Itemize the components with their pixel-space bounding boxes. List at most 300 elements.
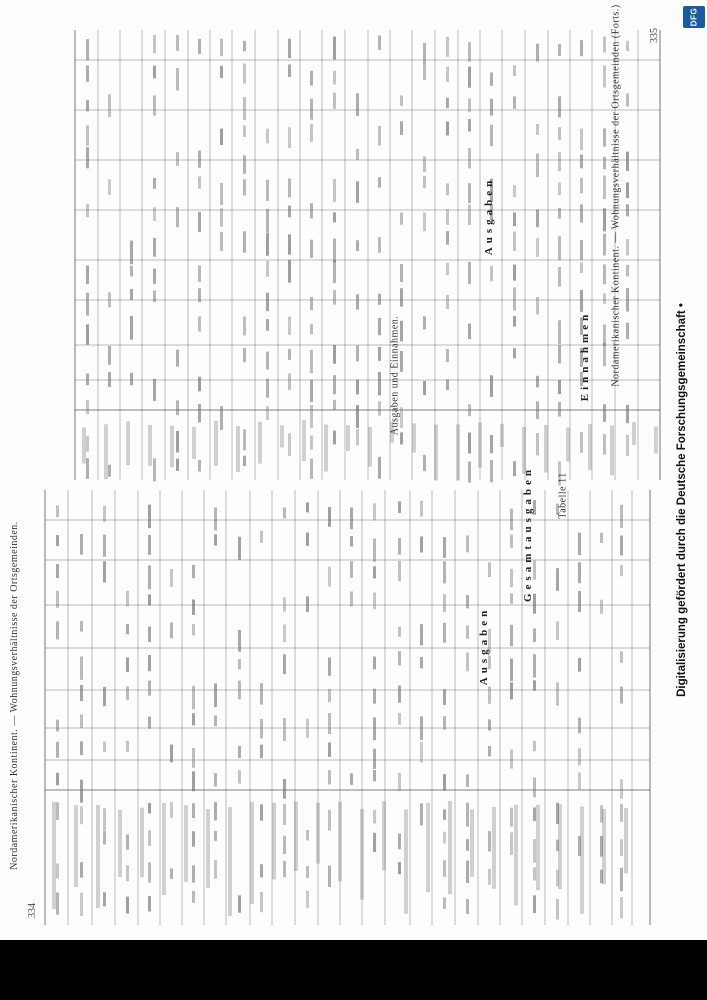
illegible-glyph-mark (306, 719, 309, 738)
illegible-glyph-mark (434, 424, 438, 480)
illegible-glyph-mark (288, 234, 291, 254)
illegible-glyph-mark (536, 805, 540, 890)
illegible-glyph-mark (258, 422, 262, 464)
illegible-glyph-mark (443, 623, 446, 643)
illegible-glyph-mark (220, 39, 223, 56)
illegible-glyph-mark (356, 429, 359, 446)
illegible-glyph-mark (126, 421, 130, 465)
illegible-glyph-mark (310, 459, 313, 479)
illegible-glyph-mark (378, 177, 381, 187)
illegible-glyph-mark (86, 324, 89, 344)
illegible-glyph-mark (558, 402, 561, 417)
illegible-glyph-mark (243, 155, 246, 173)
illegible-glyph-mark (423, 156, 426, 172)
illegible-glyph-mark (513, 232, 516, 251)
illegible-glyph-mark (170, 569, 173, 587)
illegible-glyph-mark (220, 208, 223, 226)
illegible-glyph-mark (153, 66, 156, 79)
illegible-glyph-mark (443, 774, 446, 791)
illegible-glyph-mark (328, 866, 331, 887)
illegible-glyph-mark (56, 802, 59, 820)
illegible-glyph-mark (400, 288, 403, 306)
illegible-glyph-mark (148, 627, 151, 642)
illegible-glyph-mark (176, 68, 179, 90)
illegible-glyph-mark (398, 834, 401, 850)
illegible-glyph-mark (533, 895, 536, 913)
illegible-glyph-mark (148, 535, 151, 555)
illegible-glyph-mark (513, 65, 516, 76)
illegible-glyph-mark (283, 779, 286, 799)
illegible-glyph-mark (556, 568, 559, 591)
illegible-glyph-mark (470, 809, 474, 876)
illegible-glyph-mark (466, 839, 469, 851)
illegible-glyph-mark (490, 99, 493, 116)
illegible-glyph-mark (533, 741, 536, 751)
illegible-glyph-mark (626, 182, 629, 198)
illegible-glyph-mark (214, 860, 217, 879)
illegible-glyph-mark (356, 93, 359, 116)
illegible-glyph-mark (333, 375, 336, 394)
illegible-glyph-mark (310, 99, 313, 120)
illegible-glyph-mark (468, 204, 471, 225)
illegible-glyph-mark (148, 655, 151, 671)
illegible-glyph-mark (56, 535, 59, 546)
illegible-glyph-mark (153, 269, 156, 284)
illegible-glyph-mark (220, 129, 223, 145)
illegible-glyph-mark (148, 505, 151, 529)
illegible-glyph-mark (423, 455, 426, 471)
illegible-glyph-mark (338, 802, 342, 882)
illegible-glyph-mark (446, 37, 449, 57)
illegible-glyph-mark (510, 749, 513, 768)
illegible-glyph-mark (126, 865, 129, 881)
illegible-glyph-mark (378, 237, 381, 252)
illegible-glyph-mark (192, 624, 195, 635)
illegible-glyph-mark (86, 125, 89, 145)
illegible-glyph-mark (192, 771, 195, 791)
illegible-glyph-mark (580, 240, 583, 260)
illegible-glyph-mark (306, 830, 309, 840)
illegible-glyph-mark (170, 869, 173, 879)
illegible-glyph-mark (288, 433, 291, 456)
illegible-glyph-mark (626, 41, 629, 51)
illegible-glyph-mark (423, 316, 426, 329)
illegible-glyph-mark (238, 630, 241, 652)
illegible-glyph-mark (333, 260, 336, 283)
illegible-glyph-mark (603, 208, 606, 231)
illegible-glyph-mark (468, 262, 471, 284)
illegible-glyph-mark (86, 147, 89, 168)
illegible-glyph-mark (578, 772, 581, 789)
illegible-glyph-mark (356, 240, 359, 251)
illegible-glyph-mark (86, 458, 89, 479)
illegible-glyph-mark (510, 808, 513, 827)
illegible-glyph-mark (126, 591, 129, 607)
illegible-glyph-mark (373, 538, 376, 561)
illegible-glyph-mark (306, 596, 309, 612)
illegible-glyph-mark (52, 802, 56, 909)
illegible-glyph-mark (103, 831, 106, 845)
illegible-glyph-mark (80, 780, 83, 803)
illegible-glyph-mark (603, 434, 606, 454)
illegible-glyph-mark (603, 157, 606, 170)
illegible-glyph-mark (536, 238, 539, 257)
illegible-glyph-mark (153, 207, 156, 221)
illegible-glyph-mark (118, 810, 122, 877)
illegible-glyph-mark (378, 372, 381, 395)
illegible-glyph-mark (266, 261, 269, 277)
illegible-glyph-mark (266, 406, 269, 420)
right-running-header: Nordamerikanischer Kontinent. — Wohnungsverhältnisse der Ortsgemeinden (Forts.) (610, 4, 622, 387)
illegible-glyph-mark (356, 181, 359, 203)
illegible-glyph-mark (214, 802, 217, 820)
illegible-glyph-mark (243, 456, 246, 466)
illegible-glyph-mark (382, 801, 386, 870)
illegible-glyph-mark (80, 806, 83, 824)
illegible-glyph-mark (238, 895, 241, 912)
illegible-glyph-mark (578, 658, 581, 672)
illegible-glyph-mark (192, 803, 195, 818)
illegible-glyph-mark (198, 288, 201, 302)
illegible-glyph-mark (192, 427, 196, 459)
illegible-glyph-mark (266, 293, 269, 311)
illegible-glyph-mark (310, 350, 313, 373)
illegible-glyph-mark (356, 345, 359, 361)
illegible-glyph-mark (600, 533, 603, 543)
illegible-glyph-mark (283, 597, 286, 611)
illegible-glyph-mark (198, 151, 201, 168)
illegible-glyph-mark (533, 807, 536, 821)
illegible-glyph-mark (490, 375, 493, 397)
illegible-glyph-mark (103, 687, 106, 706)
illegible-glyph-mark (86, 436, 89, 452)
illegible-glyph-mark (288, 349, 291, 360)
illegible-glyph-mark (600, 600, 603, 614)
illegible-glyph-mark (446, 67, 449, 82)
illegible-glyph-mark (184, 805, 188, 882)
illegible-glyph-mark (398, 501, 401, 513)
illegible-glyph-mark (620, 868, 623, 892)
illegible-glyph-mark (398, 561, 401, 581)
illegible-glyph-mark (350, 508, 353, 530)
illegible-glyph-mark (108, 292, 111, 307)
illegible-glyph-mark (162, 803, 166, 895)
illegible-glyph-mark (603, 234, 606, 256)
illegible-glyph-mark (350, 561, 353, 578)
illegible-glyph-mark (294, 801, 298, 871)
illegible-glyph-mark (56, 773, 59, 785)
illegible-glyph-mark (632, 422, 636, 445)
illegible-glyph-mark (153, 290, 156, 302)
left-page-number: 334 (27, 903, 38, 918)
illegible-glyph-mark (603, 404, 606, 422)
illegible-glyph-mark (466, 595, 469, 608)
illegible-glyph-mark (373, 657, 376, 670)
illegible-glyph-mark (513, 348, 516, 358)
illegible-glyph-mark (302, 420, 306, 461)
illegible-glyph-mark (126, 897, 129, 914)
illegible-glyph-mark (626, 405, 629, 423)
illegible-glyph-mark (478, 422, 482, 467)
illegible-glyph-mark (378, 318, 381, 335)
illegible-glyph-mark (533, 680, 536, 690)
illegible-glyph-mark (378, 294, 381, 305)
illegible-glyph-mark (243, 231, 246, 252)
illegible-glyph-mark (153, 95, 156, 115)
illegible-glyph-mark (578, 591, 581, 612)
dfg-logo: DFG (683, 6, 705, 28)
illegible-glyph-mark (306, 866, 309, 878)
illegible-glyph-mark (288, 64, 291, 77)
illegible-glyph-mark (306, 891, 309, 908)
illegible-glyph-mark (373, 749, 376, 769)
illegible-glyph-mark (500, 424, 504, 447)
illegible-glyph-mark (513, 185, 516, 197)
illegible-glyph-mark (310, 324, 313, 334)
illegible-glyph-mark (626, 152, 629, 171)
illegible-glyph-mark (580, 40, 583, 56)
illegible-glyph-mark (654, 426, 658, 453)
illegible-glyph-mark (446, 263, 449, 275)
illegible-glyph-mark (580, 204, 583, 222)
illegible-glyph-mark (468, 432, 471, 453)
illegible-glyph-mark (108, 465, 111, 477)
illegible-glyph-mark (536, 376, 539, 388)
illegible-glyph-mark (170, 623, 173, 639)
illegible-glyph-mark (426, 803, 430, 892)
illegible-glyph-mark (626, 204, 629, 216)
illegible-glyph-mark (443, 716, 446, 730)
illegible-glyph-mark (108, 346, 111, 365)
illegible-glyph-mark (86, 100, 89, 111)
illegible-glyph-mark (373, 503, 376, 520)
illegible-glyph-mark (214, 715, 217, 726)
illegible-glyph-mark (260, 531, 263, 543)
illegible-glyph-mark (86, 39, 89, 60)
illegible-glyph-mark (333, 37, 336, 60)
illegible-glyph-mark (103, 535, 106, 557)
illegible-glyph-mark (373, 833, 376, 852)
illegible-glyph-mark (510, 625, 513, 646)
illegible-glyph-mark (103, 808, 106, 830)
illegible-glyph-mark (328, 567, 331, 587)
illegible-glyph-mark (398, 651, 401, 665)
illegible-glyph-mark (130, 373, 133, 385)
illegible-glyph-mark (620, 536, 623, 556)
left-table-label: Tabelle 11 (557, 472, 569, 519)
illegible-glyph-mark (373, 770, 376, 781)
illegible-glyph-mark (198, 460, 201, 472)
illegible-glyph-mark (488, 831, 491, 851)
illegible-glyph-mark (126, 686, 129, 700)
illegible-glyph-mark (626, 435, 629, 456)
illegible-glyph-mark (260, 745, 263, 759)
illegible-glyph-mark (488, 746, 491, 756)
illegible-glyph-mark (288, 260, 291, 283)
illegible-glyph-mark (602, 809, 606, 884)
illegible-glyph-mark (420, 716, 423, 740)
illegible-glyph-mark (283, 804, 286, 825)
illegible-glyph-mark (82, 427, 86, 463)
illegible-glyph-mark (603, 128, 606, 146)
illegible-glyph-mark (446, 122, 449, 136)
illegible-glyph-mark (558, 96, 561, 117)
illegible-glyph-mark (333, 290, 336, 305)
illegible-glyph-mark (108, 372, 111, 387)
illegible-glyph-mark (108, 179, 111, 194)
illegible-glyph-mark (266, 233, 269, 256)
illegible-glyph-mark (398, 773, 401, 791)
illegible-glyph-mark (328, 810, 331, 831)
illegible-glyph-mark (198, 212, 201, 232)
illegible-glyph-mark (260, 719, 263, 738)
illegible-glyph-mark (378, 401, 381, 415)
illegible-glyph-mark (398, 538, 401, 555)
illegible-glyph-mark (580, 806, 584, 913)
illegible-glyph-mark (620, 804, 623, 822)
illegible-glyph-mark (310, 124, 313, 142)
illegible-glyph-mark (148, 565, 151, 589)
left-running-header: Nordamerikanischer Kontinent. — Wohnungsverhältnisse der Ortsgemeinden. (8, 521, 20, 870)
illegible-glyph-mark (310, 436, 313, 450)
illegible-glyph-mark (378, 457, 381, 479)
illegible-glyph-mark (510, 659, 513, 681)
illegible-glyph-mark (468, 42, 471, 62)
illegible-glyph-mark (140, 808, 144, 878)
illegible-glyph-mark (490, 125, 493, 147)
illegible-glyph-mark (198, 265, 201, 282)
illegible-glyph-mark (192, 865, 195, 882)
illegible-glyph-mark (283, 654, 286, 674)
illegible-glyph-mark (626, 265, 629, 277)
illegible-glyph-mark (466, 899, 469, 914)
illegible-glyph-mark (56, 720, 59, 732)
illegible-glyph-mark (420, 657, 423, 668)
illegible-glyph-mark (328, 658, 331, 676)
illegible-glyph-mark (620, 779, 623, 798)
illegible-glyph-mark (510, 535, 513, 548)
illegible-glyph-mark (626, 288, 629, 311)
illegible-glyph-mark (220, 66, 223, 78)
illegible-glyph-mark (378, 126, 381, 145)
illegible-glyph-mark (558, 267, 561, 287)
illegible-glyph-mark (272, 803, 276, 880)
illegible-glyph-mark (468, 183, 471, 203)
illegible-glyph-mark (328, 713, 331, 734)
illegible-glyph-mark (466, 861, 469, 883)
illegible-glyph-mark (398, 627, 401, 637)
illegible-glyph-mark (148, 594, 151, 605)
illegible-glyph-mark (488, 562, 491, 577)
illegible-glyph-mark (310, 297, 313, 310)
illegible-glyph-mark (148, 681, 151, 696)
illegible-glyph-mark (310, 203, 313, 218)
illegible-glyph-mark (558, 182, 561, 195)
illegible-glyph-mark (176, 459, 179, 471)
illegible-glyph-mark (536, 401, 539, 419)
illegible-glyph-mark (283, 508, 286, 519)
illegible-glyph-mark (86, 65, 89, 81)
illegible-glyph-mark (243, 97, 246, 120)
illegible-glyph-mark (398, 862, 401, 874)
illegible-glyph-mark (490, 435, 493, 453)
illegible-glyph-mark (626, 239, 629, 255)
illegible-glyph-mark (80, 685, 83, 701)
illegible-glyph-mark (288, 127, 291, 148)
illegible-glyph-mark (214, 534, 217, 545)
illegible-glyph-mark (198, 176, 201, 188)
illegible-glyph-mark (238, 746, 241, 758)
illegible-glyph-mark (400, 351, 403, 372)
illegible-glyph-mark (558, 320, 561, 344)
illegible-glyph-mark (603, 324, 606, 345)
illegible-glyph-mark (510, 593, 513, 603)
illegible-glyph-mark (443, 860, 446, 877)
illegible-glyph-mark (588, 424, 592, 470)
illegible-glyph-mark (56, 591, 59, 608)
illegible-glyph-mark (176, 400, 179, 415)
illegible-glyph-mark (443, 809, 446, 819)
illegible-glyph-mark (170, 426, 174, 468)
illegible-glyph-mark (103, 561, 106, 582)
illegible-glyph-mark (356, 294, 359, 309)
illegible-glyph-mark (103, 742, 106, 753)
illegible-glyph-mark (466, 535, 469, 552)
illegible-glyph-mark (350, 536, 353, 547)
illegible-glyph-mark (306, 502, 309, 512)
illegible-glyph-mark (510, 569, 513, 588)
illegible-glyph-mark (536, 209, 539, 227)
illegible-glyph-mark (243, 125, 246, 137)
illegible-glyph-mark (610, 426, 614, 476)
illegible-glyph-mark (86, 266, 89, 285)
illegible-glyph-mark (626, 93, 629, 106)
illegible-glyph-mark (333, 345, 336, 364)
illegible-glyph-mark (400, 96, 403, 106)
illegible-glyph-mark (283, 861, 286, 877)
illegible-glyph-mark (266, 352, 269, 370)
illegible-glyph-mark (423, 381, 426, 395)
illegible-glyph-mark (620, 505, 623, 528)
illegible-glyph-mark (373, 592, 376, 609)
illegible-glyph-mark (170, 802, 173, 817)
illegible-glyph-mark (288, 178, 291, 197)
illegible-glyph-mark (176, 152, 179, 166)
illegible-glyph-mark (350, 591, 353, 606)
illegible-glyph-mark (148, 862, 151, 882)
illegible-glyph-mark (558, 44, 561, 56)
illegible-glyph-mark (603, 65, 606, 87)
illegible-glyph-mark (214, 508, 217, 531)
illegible-glyph-mark (443, 689, 446, 705)
illegible-glyph-mark (556, 682, 559, 705)
illegible-glyph-mark (533, 839, 536, 862)
illegible-glyph-mark (373, 810, 376, 824)
illegible-glyph-mark (192, 713, 195, 725)
illegible-glyph-mark (283, 624, 286, 642)
illegible-glyph-mark (86, 293, 89, 316)
illegible-glyph-mark (412, 423, 416, 452)
illegible-glyph-mark (620, 565, 623, 576)
illegible-glyph-mark (443, 561, 446, 583)
illegible-glyph-mark (243, 41, 246, 52)
illegible-glyph-mark (446, 98, 449, 109)
illegible-glyph-mark (214, 683, 217, 707)
illegible-glyph-mark (328, 742, 331, 756)
illegible-glyph-mark (558, 345, 561, 364)
illegible-glyph-mark (620, 897, 623, 918)
illegible-glyph-mark (398, 713, 401, 725)
